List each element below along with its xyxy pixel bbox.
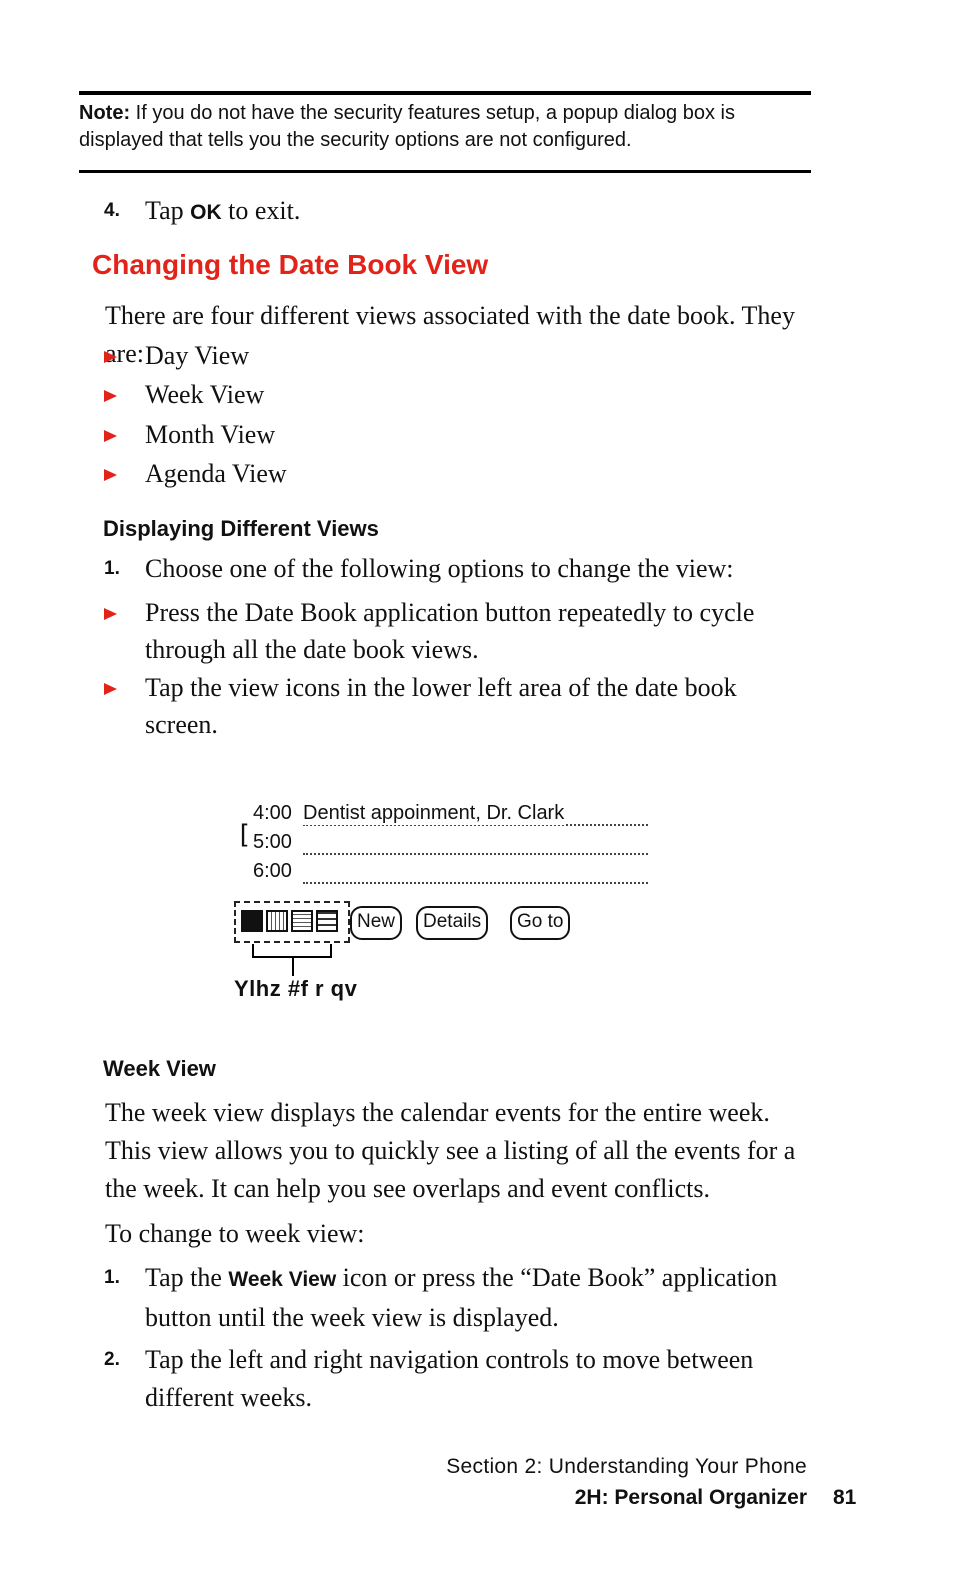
time-row — [253, 831, 648, 859]
bullet-arrow-icon — [104, 608, 117, 620]
time-row — [253, 860, 648, 888]
details-button[interactable]: Details — [416, 906, 488, 940]
list-item-text: Press the Date Book application button repeatedly to cycle through all the date book views. — [145, 598, 755, 664]
list-item — [104, 376, 814, 413]
page-number: 81 — [833, 1486, 857, 1509]
bullet-arrow-icon — [104, 351, 117, 363]
section-title: Changing the Date Book View — [92, 249, 489, 280]
week-view-icon[interactable] — [266, 910, 288, 932]
subheading-displaying-views: Displaying Different Views — [103, 516, 379, 541]
step-1 — [104, 1259, 814, 1337]
step-number: 1. — [104, 1267, 120, 1288]
dotted-line — [303, 882, 648, 884]
step-number: 4. — [104, 200, 120, 221]
dotted-line — [303, 853, 648, 855]
month-view-icon[interactable] — [291, 910, 313, 932]
ok-label: OK — [190, 201, 222, 224]
step-number: 1. — [104, 558, 120, 579]
note-bottom-rule — [79, 170, 811, 173]
event-bracket: [ — [236, 820, 252, 850]
go-to-button[interactable]: Go to — [510, 906, 570, 940]
bullet-arrow-icon — [104, 683, 117, 695]
note-box — [79, 100, 814, 154]
bullet-arrow-icon — [104, 430, 117, 442]
footer-section-title: Section 2: Understanding Your Phone — [446, 1455, 807, 1478]
bullet-arrow-icon — [104, 469, 117, 481]
list-item-text: Month View — [145, 420, 276, 449]
callout-line — [330, 944, 332, 958]
week-view-description: The week view displays the calendar events for the entire week. This view allows you to quickly see a listing of all the events for a the week. It can help you see overlaps and event conflicts. — [105, 1098, 796, 1203]
list-item — [104, 337, 814, 374]
note-label: Note: — [79, 102, 131, 124]
list-item-text: Day View — [145, 341, 250, 370]
agenda-view-icon[interactable] — [316, 910, 338, 932]
footer-chapter-title: 2H: Personal Organizer — [574, 1486, 807, 1509]
list-item — [104, 594, 814, 668]
step-text-post: to exit. — [221, 196, 301, 225]
view-icons-group — [234, 901, 350, 943]
list-item — [104, 455, 814, 492]
bullet-arrow-icon — [104, 390, 117, 402]
to-change-text: To change to week view: — [105, 1219, 365, 1248]
time-label: 5:00 — [253, 831, 292, 853]
week-view-label: Week View — [228, 1268, 337, 1291]
step-2 — [104, 1341, 814, 1417]
step-text: Choose one of the following options to change the view: — [145, 554, 734, 583]
list-item-text: Agenda View — [145, 459, 287, 488]
subheading-week-view: Week View — [103, 1056, 216, 1081]
step-text-pre: Tap the — [145, 1263, 229, 1292]
time-row — [253, 802, 648, 830]
step-1 — [104, 550, 814, 588]
date-book-screenshot — [232, 798, 652, 1008]
list-item — [104, 416, 814, 453]
list-item — [104, 669, 814, 743]
step-4 — [104, 192, 814, 232]
step-text: Tap the left and right navigation controls to move between different weeks. — [145, 1345, 754, 1412]
step-text-post: icon or press the “Date Book” application button until the week view is displayed. — [145, 1263, 778, 1332]
intro-paragraph: There are four different views associated with the date book. They are: — [105, 301, 795, 368]
step-number: 2. — [104, 1349, 120, 1370]
time-label: 6:00 — [253, 860, 292, 882]
list-item-text: Tap the view icons in the lower left area of the date book screen. — [145, 673, 737, 739]
new-button[interactable]: New — [350, 906, 402, 940]
event-text: Dentist appoinment, Dr. Clark — [303, 802, 565, 824]
note-text: If you do not have the security features setup, a popup dialog box is displayed that tells you the security options are not configured. — [79, 102, 735, 151]
list-item-text: Week View — [145, 380, 265, 409]
view-icons-callout-label: Ylhz #f r qv — [234, 976, 358, 1001]
note-top-rule — [79, 91, 811, 95]
step-text-pre: Tap — [145, 196, 191, 225]
time-label: 4:00 — [253, 802, 292, 824]
callout-line — [292, 956, 294, 976]
day-view-icon[interactable] — [241, 910, 263, 932]
